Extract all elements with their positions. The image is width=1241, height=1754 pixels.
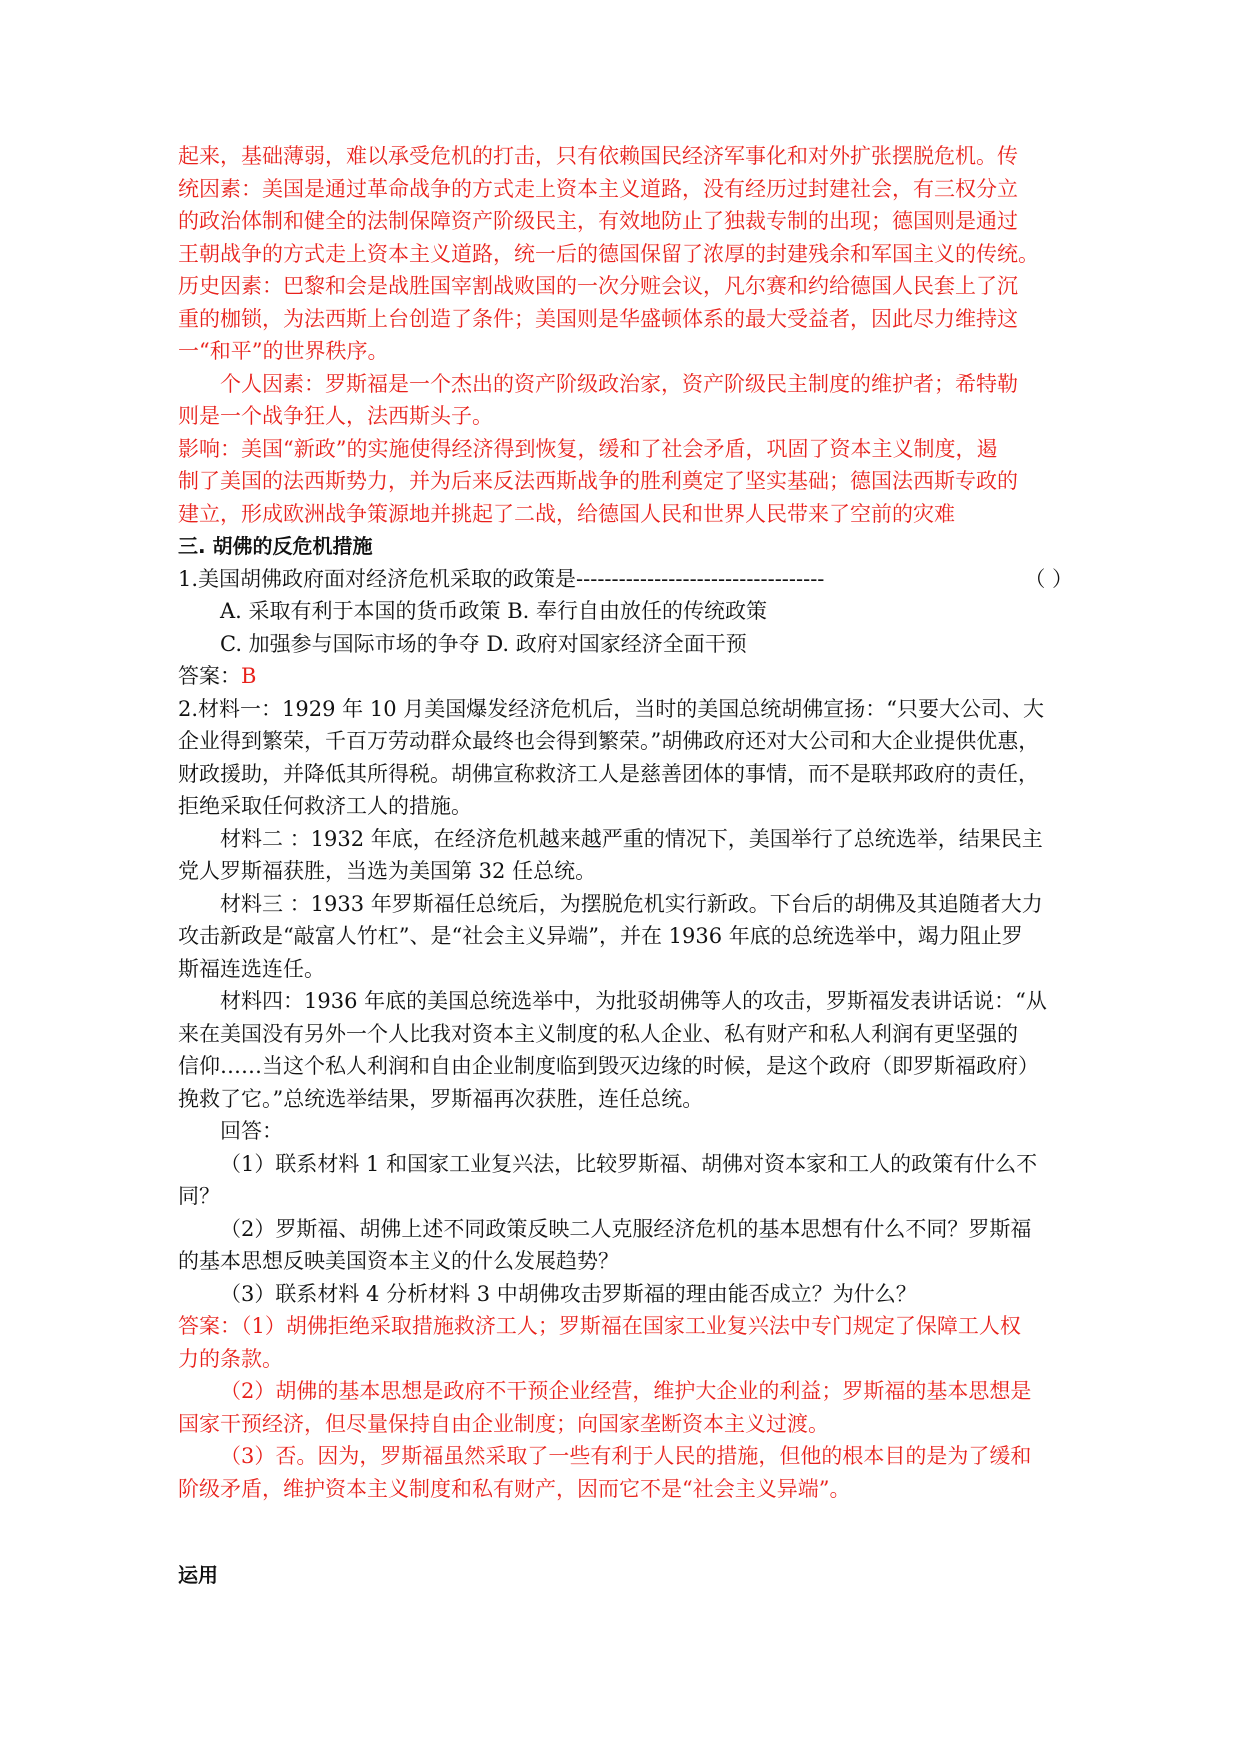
sub-question: 的基本思想反映美国资本主义的什么发展趋势？ [178,1249,619,1273]
text-line: 一“和平”的世界秩序。 [178,339,389,363]
text-line: 企业得到繁荣，千百万劳动群众最终也会得到繁荣。”胡佛政府还对大公司和大企业提供优惠， [178,729,1040,753]
text-line: 的政治体制和健全的法制保障资产阶级民主，有效地防止了独裁专制的出现；德国则是通过 [178,209,1018,233]
text-line: 财政援助，并降低其所得税。胡佛宣称救济工人是慈善团体的事情，而不是联邦政府的责任， [178,761,1039,786]
text-line: 制了美国的法西斯势力，并为后来反法西斯战争的胜利奠定了坚实基础；德国法西斯专政的 [178,469,1018,493]
text-line: 拒绝采取任何救济工人的措施。 [178,794,472,818]
section-heading: 运用 [178,1563,218,1587]
sub-question: （1）联系材料 1 和国家工业复兴法，比较罗斯福、胡佛对资本家和工人的政策有什么不 [220,1151,1038,1176]
text-line: 党人罗斯福获胜，当选为美国第 32 任总统。 [178,859,597,883]
text-line: 则是一个战争狂人，法西斯头子。 [178,404,493,428]
text-line: 个人因素：罗斯福是一个杰出的资产阶级政治家，资产阶级民主制度的维护者；希特勒 [220,371,1018,396]
text-line: 建立，形成欧洲战争策源地并挑起了二战，给德国人民和世界人民带来了空前的灾难 [178,501,955,526]
text-line: 历史因素：巴黎和会是战胜国宰割战败国的一次分赃会议，凡尔赛和约给德国人民套上了沉 [178,274,1018,298]
document-page [178,140,1073,1592]
text-line: 统因素：美国是通过革命战争的方式走上资本主义道路，没有经历过封建社会，有三权分立 [178,176,1018,201]
sub-question: 同？ [178,1184,220,1208]
text-line: 斯福连选连任。 [178,956,325,981]
answer-line [178,660,1073,693]
answer-label: 答案： [178,664,241,688]
text-line: 来在美国没有另外一个人比我对资本主义制度的私人企业、私有财产和私人利润有更坚强的 [178,1021,1018,1046]
option-line: A. 采取有利于本国的货币政策 B. 奉行自由放任的传统政策 [220,599,767,623]
section-heading: 三. 胡佛的反危机措施 [178,534,373,558]
question-text: 1.美国胡佛政府面对经济危机采取的政策是----------------------------------- [178,566,825,591]
text-line: 信仰……当这个私人利润和自由企业制度临到毁灭边缘的时候，是这个政府（即罗斯福政府） [178,1054,1039,1078]
answer-line: （2）胡佛的基本思想是政府不干预企业经营，维护大企业的利益；罗斯福的基本思想是 [220,1379,1032,1403]
sub-question: （2）罗斯福、胡佛上述不同政策反映二人克服经济危机的基本思想有什么不同？罗斯福 [220,1216,1032,1241]
text-line: 起来，基础薄弱，难以承受危机的打击，只有依赖国民经济军事化和对外扩张摆脱危机。传 [178,144,1018,168]
answer-value: B [241,664,257,688]
answer-line: （3）否。因为，罗斯福虽然采取了一些有利于人民的措施，但他的根本目的是为了缓和 [220,1444,1032,1468]
spacer [178,1505,1073,1559]
answer-line: 国家干预经济，但尽量保持自由企业制度；向国家垄断资本主义过渡。 [178,1411,829,1436]
text-line: 王朝战争的方式走上资本主义道路，统一后的德国保留了浓厚的封建残余和军国主义的传统。 [178,241,1039,266]
answer-line: 力的条款。 [178,1346,283,1371]
question-stem [178,563,1073,596]
text-line: 材料四：1936 年底的美国总统选举中，为批驳胡佛等人的攻击，罗斯福发表讲话说：“从 [220,989,1047,1013]
text-line: 材料三 ：1933 年罗斯福任总统后，为摆脱危机实行新政。下台后的胡佛及其追随者大力 [220,891,1043,916]
text-line: 重的枷锁，为法西斯上台创造了条件；美国则是华盛顿体系的最大受益者，因此尽力维持这 [178,306,1018,331]
text-line: 2.材料一：1929 年 10 月美国爆发经济危机后，当时的美国总统胡佛宣扬：“只要大公司、大 [178,696,1044,721]
answer-bracket: （ ） [1024,566,1073,591]
answer-line: 阶级矛盾，维护资本主义制度和私有财产，因而它不是“社会主义异端”。 [178,1476,851,1501]
option-line: C. 加强参与国际市场的争夺 D. 政府对国家经济全面干预 [220,631,747,656]
answer-prompt: 回答： [220,1119,283,1143]
text-line: 影响：美国“新政”的实施使得经济得到恢复，缓和了社会矛盾，巩固了资本主义制度，遏 [178,436,998,461]
sub-question: （3）联系材料 4 分析材料 3 中胡佛攻击罗斯福的理由能否成立？为什么？ [220,1281,917,1306]
text-line: 材料二 ：1932 年底，在经济危机越来越严重的情况下，美国举行了总统选举，结果民主 [220,826,1043,851]
text-line: 挽救了它。”总统选举结果，罗斯福再次获胜，连任总统。 [178,1086,704,1111]
text-line: 攻击新政是“敲富人竹杠”、是“社会主义异端”，并在 1936 年底的总统选举中，竭力阻止罗 [178,924,1023,948]
answer-line: 答案：（1）胡佛拒绝采取措施救济工人；罗斯福在国家工业复兴法中专门规定了保障工人权 [178,1314,1021,1338]
